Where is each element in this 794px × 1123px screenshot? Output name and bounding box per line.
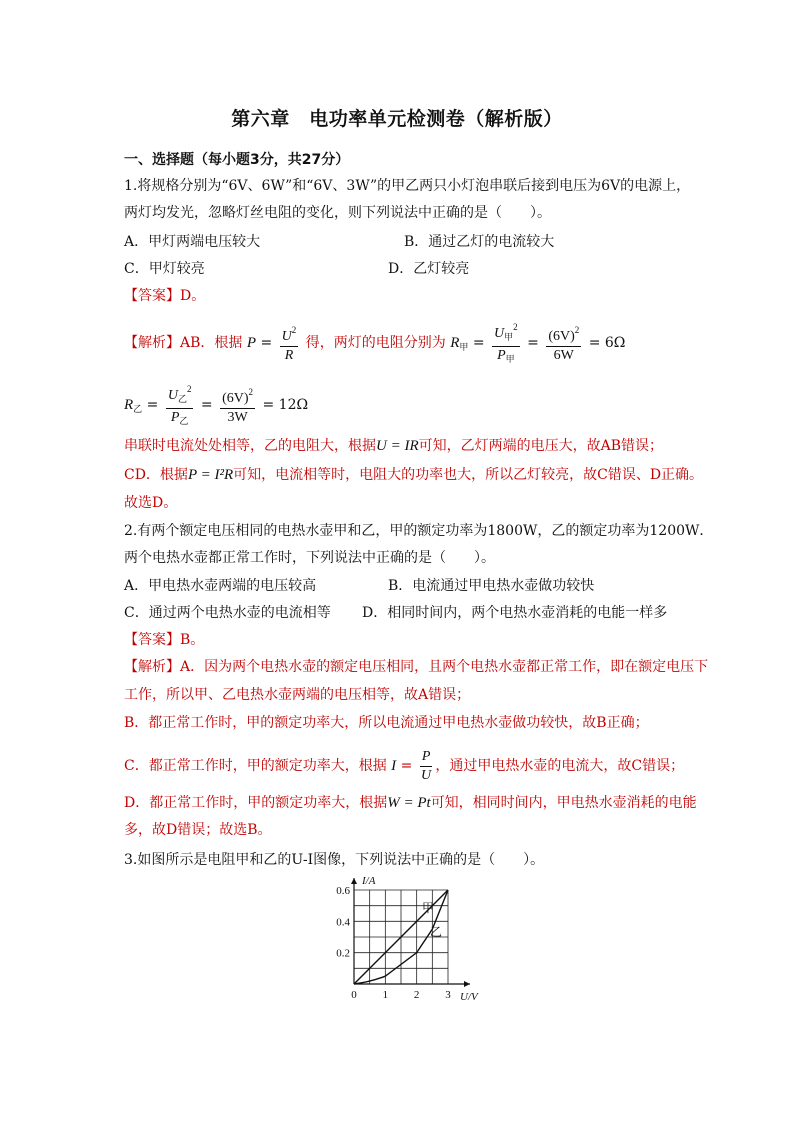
x-tick-label: 3 (445, 989, 451, 1001)
q2-stem-line2: 两个电热水壶都正常工作时，下列说法中正确的是（ ）。 (124, 550, 495, 566)
power-equation: P = I²R (187, 467, 234, 483)
analysis-text: D．都正常工作时，甲的额定功率大，根据 (124, 795, 388, 811)
analysis-text: ，通过甲电热水壶的电流大，故C错误； (435, 758, 685, 774)
power-formula-fraction: $\frac{U^2}{R}$ (280, 321, 299, 365)
x-tick-label: 2 (413, 989, 420, 1001)
analysis-text: CD．根据 (124, 467, 188, 483)
q1-analysis-line3 (124, 436, 663, 456)
analysis-text: AB．根据 (180, 335, 243, 351)
analysis-text: C．都正常工作时，甲的额定功率大，根据 (124, 758, 387, 774)
q1-option-a: A．甲灯两端电压较大 (124, 234, 261, 250)
answer-value: B。 (180, 632, 205, 648)
resistance-result-jia: = 6Ω (588, 335, 626, 351)
q1-option-c: C．甲灯较亮 (124, 261, 205, 277)
x-tick-label: 1 (382, 989, 389, 1001)
q2-analysis-line5 (124, 793, 697, 813)
q2-answer (124, 630, 204, 650)
q1-stem-line1: 1.将规格分别为“6V、6W”和“6V、3W”的甲乙两只小灯泡串联后接到电压为6V的电源上， (124, 178, 691, 194)
y-tick-label: 0.2 (336, 947, 350, 960)
series-label-jia: 甲 (422, 901, 435, 915)
q1-analysis-line4 (124, 465, 703, 485)
current-formula-fraction: $\frac{P}{U}$ (421, 748, 432, 783)
page-title: 第六章 电功率单元检测卷（解析版） (231, 108, 563, 130)
answer-tag: 【答案】 (124, 288, 180, 304)
q1-analysis-line2: $R_乙$ = $\frac{U_乙^2}{P_乙}$ = $\frac{(6V)^2}{3W}$ = 12Ω (124, 380, 308, 432)
q2-analysis-line1 (124, 657, 708, 677)
q2-option-a: A．甲电热水壶两端的电压较高 (124, 578, 317, 594)
q2-analysis-line4: C．都正常工作时，甲的额定功率大，根据 I = $\frac{P}{U}$ ，通过甲电热水壶的电流大，故C错误； (124, 748, 685, 783)
analysis-tag: 【解析】 (124, 659, 180, 675)
analysis-text: 可知，乙灯两端的电压大，故AB错误； (418, 438, 664, 454)
x-tick-label: 0 (351, 989, 357, 1001)
q2-option-d: D．相同时间内，两个电热水壶消耗的电能一样多 (362, 605, 668, 621)
q3-stem: 3.如图所示是电阻甲和乙的U-I图像，下列说法中正确的是（ ）。 (124, 852, 545, 868)
analysis-tag: 【解析】 (124, 335, 180, 351)
answer-value: D。 (180, 288, 206, 304)
resistance-result-yi: = 12Ω (262, 397, 309, 413)
analysis-text: 可知，相同时间内，甲电热水壶消耗的电能 (430, 795, 697, 811)
q2-stem-line1: 2.有两个额定电压相同的电热水壶甲和乙，甲的额定功率为1800W，乙的额定功率为1200W． (124, 523, 714, 539)
section-heading: 一、选择题（每小题3分，共27分） (124, 152, 350, 168)
q2-analysis-line6: 多，故D错误；故选B。 (124, 822, 272, 838)
ui-chart (320, 872, 490, 1002)
q1-stem-line2: 两灯均发光，忽略灯丝电阻的变化，则下列说法中正确的是（ ）。 (124, 205, 551, 221)
resistance-fraction-jia-values: $\frac{(6V)^2}{6W}$ (546, 321, 581, 365)
answer-tag: 【答案】 (124, 632, 180, 648)
q1-answer (124, 286, 205, 306)
y-tick-label: 0.4 (336, 916, 350, 929)
q1-analysis-line1: 【解析】AB．根据 P = $\frac{U^2}{R}$ 得，两灯的电阻分别为 $R_甲$ = $\frac{U_甲^2}{P_甲}$ = $\frac{(6V)^2}{6W}$ = 6Ω (124, 318, 625, 370)
resistance-fraction-yi-values: $\frac{(6V)^2}{3W}$ (220, 383, 255, 427)
q2-option-c: C．通过两个电热水壶的电流相等 (124, 605, 331, 621)
analysis-text: A．因为两个电热水壶的额定电压相同，且两个电热水壶都正常工作，即在额定电压下 (180, 659, 709, 675)
work-equation: W = Pt (387, 795, 431, 811)
y-axis-arrow (351, 878, 357, 884)
q1-option-d: D．乙灯较亮 (388, 261, 470, 277)
q1-analysis-line5: 故选D。 (124, 495, 178, 511)
resistance-fraction-jia: $\frac{U_甲^2}{P_甲}$ (492, 318, 520, 368)
series-label-yi: 乙 (430, 925, 443, 939)
q1-option-b: B．通过乙灯的电流较大 (404, 234, 555, 250)
analysis-text: 可知，电流相等时，电阻大的功率也大，所以乙灯较亮，故C错误、D正确。 (233, 467, 704, 483)
y-tick-label: 0.6 (336, 885, 350, 897)
analysis-text: 串联时电流处处相等，乙的电阻大，根据 (124, 438, 376, 454)
ohm-law-equation: U = IR (376, 438, 419, 454)
y-axis-label: I/A (362, 875, 376, 887)
analysis-text: 得，两灯的电阻分别为 (305, 335, 446, 351)
q2-analysis-line3: B．都正常工作时，甲的额定功率大，所以电流通过甲电热水壶做功较快，故B正确； (124, 715, 649, 731)
q2-option-b: B．电流通过甲电热水壶做功较快 (388, 578, 595, 594)
x-axis-arrow (464, 981, 470, 987)
q2-analysis-line2: 工作，所以甲、乙电热水壶两端的电压相等，故A错误； (124, 687, 471, 703)
x-axis-label: U/V (460, 991, 478, 1002)
resistance-fraction-yi: $\frac{U_乙^2}{P_乙}$ (166, 380, 194, 430)
